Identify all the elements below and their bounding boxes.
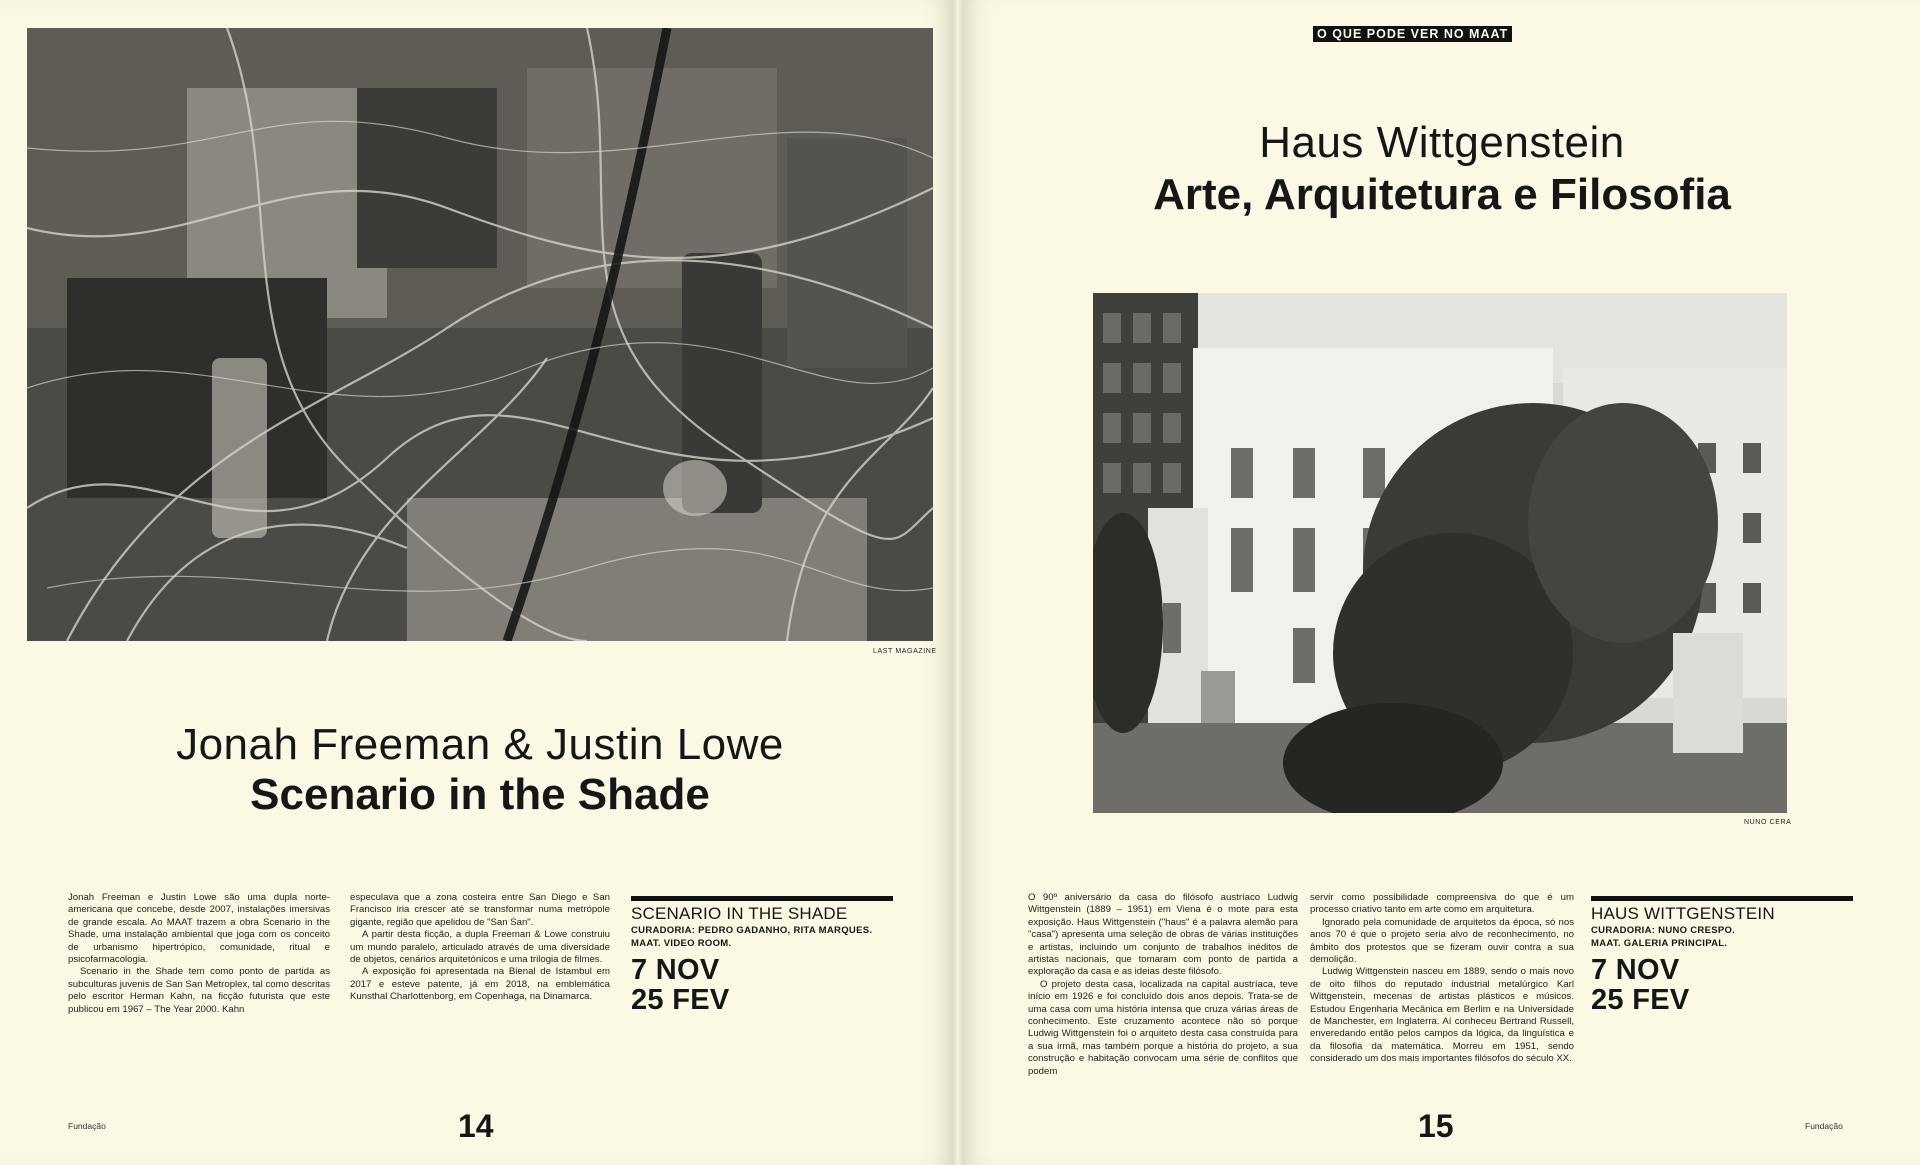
photo-credit: NUNO CERA (1744, 819, 1792, 826)
info-date-start: 7 NOV (631, 954, 720, 986)
article-heading-title: Scenario in the Shade (250, 770, 710, 819)
page-number: 15 (1418, 1108, 1454, 1144)
paragraph: servir como possibilidade compreensiva do que é um processo criativo tanto em arte como em arquitetura. (1310, 892, 1574, 916)
info-rule (631, 896, 893, 901)
body-column-2 (1310, 892, 1574, 1066)
exhibition-info-box (1591, 896, 1853, 1015)
info-curators: CURADORIA: NUNO CRESPO. (1591, 925, 1736, 936)
info-date-end: 25 FEV (1591, 984, 1690, 1016)
info-venue: MAAT. VIDEO ROOM. (631, 938, 732, 949)
house-photo (1093, 293, 1787, 813)
article-heading-subject: Haus Wittgenstein (1259, 118, 1625, 167)
info-date-end: 25 FEV (631, 984, 730, 1016)
installation-photo (27, 28, 933, 641)
body-column-1 (68, 892, 330, 1016)
info-date-start: 7 NOV (1591, 954, 1680, 986)
folio: Fundação (68, 1121, 106, 1131)
paragraph: Jonah Freeman e Justin Lowe são uma dupla norte-americana que concebe, desde 2007, instalações imersivas de grande escala. Ao MAAT trazem a obra Scenario in the Shade, uma instalação ambiental que joga com os conceito de urbanismo hipertrópico, comunidade, ritual e psicofarmacologia. (68, 892, 330, 966)
photo-credit: LAST MAGAZINE (873, 648, 937, 655)
article-heading-artists: Jonah Freeman & Justin Lowe (176, 720, 784, 769)
paragraph: Scenario in the Shade tem como ponto de partida as subculturas juvenis de San San Metroplex, tal como descritas pelo escritor Herman Kahn, na ficção futurista que este publicou em 1967 – The Year 2000. Kahn (68, 966, 330, 1015)
info-rule (1591, 896, 1853, 901)
paragraph: O projeto desta casa, localizada na capital austríaca, teve início em 1926 e foi concluído dois anos depois. Trata-se de uma casa com uma história intensa que cruza várias áreas de conhecimento. Este cruzamento acontece não só porque Ludwig Wittgenstein foi o arquiteto desta casa construída para a sua irmã, mas também porque a história do projeto, a sua construção e habitação convocam uma série de conflitos que podem (1028, 978, 1298, 1077)
page-number: 14 (458, 1108, 494, 1144)
left-page (0, 0, 952, 1165)
body-column-2 (350, 892, 610, 1004)
paragraph: O 90º aniversário da casa do filósofo austríaco Ludwig Wittgenstein (1889 – 1951) em Viena é o mote para esta exposição. Haus Wittgenstein ("haus" é a palavra alemão para "casa") apresenta uma seleção de obras de várias instituições e artistas, incluindo um conjunto de trabalhos inéditos de artistas nacionais, que tomaram com ponto de partida a exploração da casa e as ideias deste filósofo. (1028, 892, 1298, 978)
body-column-1 (1028, 892, 1298, 1078)
section-kicker: O QUE PODE VER NO MAAT (1313, 26, 1512, 42)
paragraph: A exposição foi apresentada na Bienal de Istambul em 2017 e esteve patente, já em 2018, na emblemática Kunsthal Charlottenborg, em Copenhaga, na Dinamarca. (350, 966, 610, 1003)
paragraph: especulava que a zona costeira entre San Diego e San Francisco iria crescer até se transformar numa metrópole gigante, região que apelidou de "San San". (350, 892, 610, 928)
folio: Fundação (1805, 1121, 1843, 1131)
info-title: HAUS WITTGENSTEIN (1591, 904, 1775, 923)
exhibition-info-box (631, 896, 893, 1015)
info-title: SCENARIO IN THE SHADE (631, 904, 848, 923)
info-curators: CURADORIA: PEDRO GADANHO, RITA MARQUES. (631, 925, 873, 936)
right-page (964, 0, 1920, 1165)
paragraph: A partir desta ficção, a dupla Freeman & Lowe construiu um mundo paralelo, articulado através de uma diversidade de objetos, cenários arquitetónicos e uma trilogia de filmes. (350, 929, 610, 966)
book-gutter (952, 0, 964, 1165)
paragraph: Ludwig Wittgenstein nasceu em 1889, sendo o mais novo de oito filhos do reputado industrial metalúrgico Karl Wittgenstein, mecenas de artistas plásticos e músicos. Estudou Engenharia Mecânica em Berlim e na Universidade de Manchester, em Inglaterra. Aí conheceu Bertrand Russell, enveredando então pelos campos da lógica, da linguística e da filosofia da matemática. Morreu em 1951, sendo considerado um dos mais importantes filósofos do século XX. (1310, 966, 1574, 1065)
paragraph: Ignorado pela comunidade de arquitetos da época, só nos anos 70 é que o projeto seria alvo de reconhecimento, no âmbito dos protestos que se fizeram ouvir contra a sua demolição. (1310, 916, 1574, 966)
info-venue: MAAT. GALERIA PRINCIPAL. (1591, 938, 1728, 949)
article-heading-title: Arte, Arquitetura e Filosofia (1153, 170, 1731, 219)
